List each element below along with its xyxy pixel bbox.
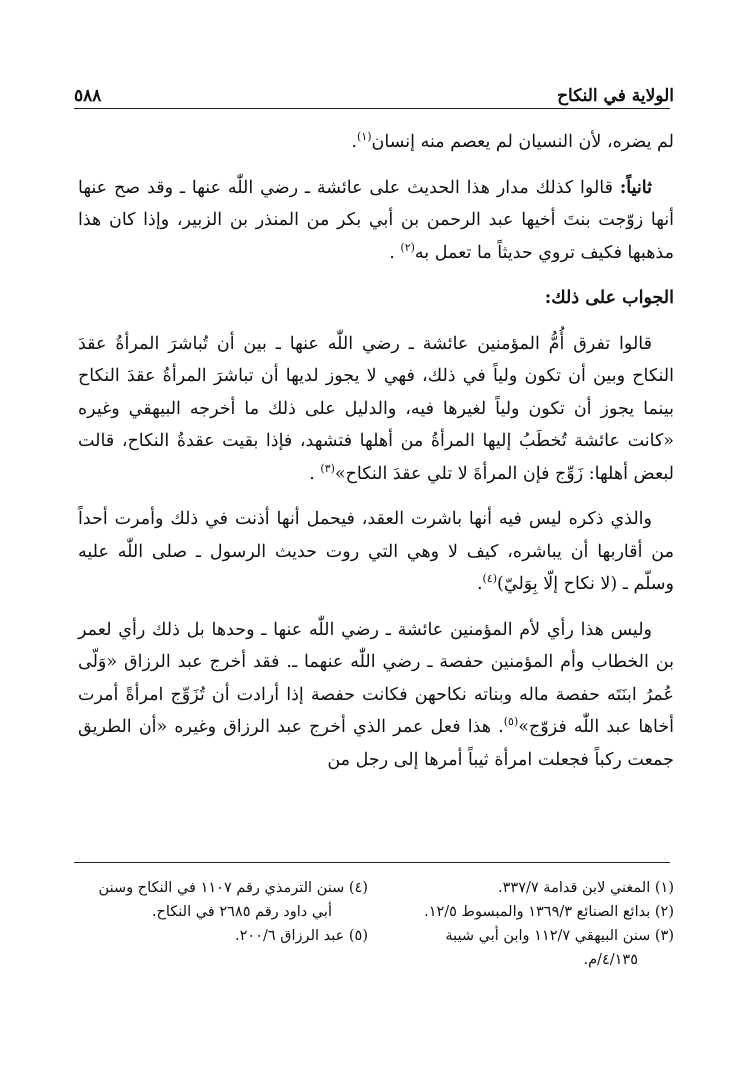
footnote-3-continuation: ٤/١٣٥/م. <box>583 952 638 968</box>
footnotes-right-column <box>384 876 674 972</box>
paragraph-2-end: . <box>389 242 401 263</box>
paragraph-1-text: لم يضره، لأن النسيان لم يعصم منه إنسان <box>371 132 674 152</box>
footnote-4-continuation: أبي داود رقم ٢٦٨٥ في النكاح. <box>151 904 332 920</box>
paragraph-3 <box>78 328 674 491</box>
footnote-4: (٤) سنن الترمذي رقم ١١٠٧ في النكاح وسنن <box>98 880 368 896</box>
footnote-3: (٣) سنن البيهقي ١١٢/٧ وابن أبي شيبة <box>445 928 674 944</box>
header-rule <box>74 108 670 109</box>
paragraph-5-text-a: وليس هذا رأي لأم المؤمنين عائشة ـ رضي اللّٰه عنها ـ وحدها بل ذلك رأي لعمر بن الخطاب وأم المؤمنين حفصة ـ رضي اللّٰه عنهما ـ. فقد أخرج عبد الرزاق «وَلّى عُمرُ ابنَتَه حفصة ماله وبناته نكاحهن فكانت حفصة إذا أرادت أن تُزَوِّج امرأةً أمرت أخاها عبد اللّٰه فزوّج» <box>78 619 674 737</box>
running-title: الولاية في النكاح <box>557 86 674 106</box>
paragraph-3-text: قالوا تفرق أُمُّ المؤمنين عائشة ـ رضي اللّٰه عنها ـ بين أن تُباشرَ المرأةُ عقدَ النكاح وبين أن تكون ولياً في ذلك، فهي لا يجوز لديها أن تباشرَ المرأةُ عقدَ النكاح بينما يجوز أن تكون ولياً لغيرها فيه، والدليل على ذلك ما أخرجه البيهقي وغيره «كانت عائشة تُخطَبُ إليها المرأةُ من أهلها فتشهد، فإذا بقيت عقدةُ النكاح، قالت لبعض أهلها: زَوِّج فإن المرأةَ لا تلي عقدَ النكاح» <box>78 333 674 484</box>
footnote-1: (١) المغني لابن قدامة ٣٣٧/٧. <box>498 880 674 896</box>
paragraph-4 <box>78 503 674 601</box>
paragraph-4-text: والذي ذكره ليس فيه أنها باشرت العقد، فيحمل أنها أذنت في ذلك وأمرت أحداً من أقاربها أن يباشره، كيف لا وهي التي روت حديث الرسول ـ صلى اللّٰه عليه وسلّم ـ (لا نكاح إلّا بِوَليّ) <box>78 509 674 594</box>
paragraph-2 <box>78 172 674 270</box>
paragraph-5-text-b: . هذا فعل عمر الذي أخرج عبد الرزاق وغيره «أن الطريق جمعت ركباً فجعلت امرأة ثيباً أمرها إلى رجل من <box>78 717 674 770</box>
footnotes <box>78 876 674 972</box>
paragraph-4-end: . <box>476 574 483 594</box>
footnote-ref-5: (٥) <box>503 715 519 729</box>
footnote-ref-4: (٤) <box>482 572 498 586</box>
footnotes-left-column <box>78 876 368 972</box>
body-text <box>78 126 674 776</box>
paragraph-1-end: . <box>351 132 357 152</box>
paragraph-5 <box>78 614 674 777</box>
footnote-ref-2: (٢) <box>400 240 415 254</box>
footnote-rule <box>74 862 670 863</box>
footnote-2: (٢) بدائع الصنائع ١٣٦٩/٣ والمبسوط ١٢/٥. <box>424 904 674 920</box>
paragraph-2-text: قالوا كذلك مدار هذا الحديث على عائشة ـ رضي اللّٰه عنها ـ وقد صح عنها أنها زوّجت بنتَ أخيها عبد الرحمن بن أبي بكر من المنذر بن الزبير، وإذا كان هذا مذهبها فكيف تروي حديثاً ما تعمل به <box>78 177 674 263</box>
section-heading: الجواب على ذلك: <box>544 288 674 308</box>
paragraph-3-end: . <box>309 463 321 484</box>
footnote-5: (٥) عبد الرزاق ٢٠٠/٦. <box>235 928 368 944</box>
paragraph-2-lead: ثانياً: <box>619 177 652 198</box>
footnote-ref-3: (٣) <box>320 461 335 475</box>
footnote-ref-1: (١) <box>356 130 372 144</box>
paragraph-1 <box>78 126 674 159</box>
page-number: ٥٨٨ <box>74 86 102 106</box>
